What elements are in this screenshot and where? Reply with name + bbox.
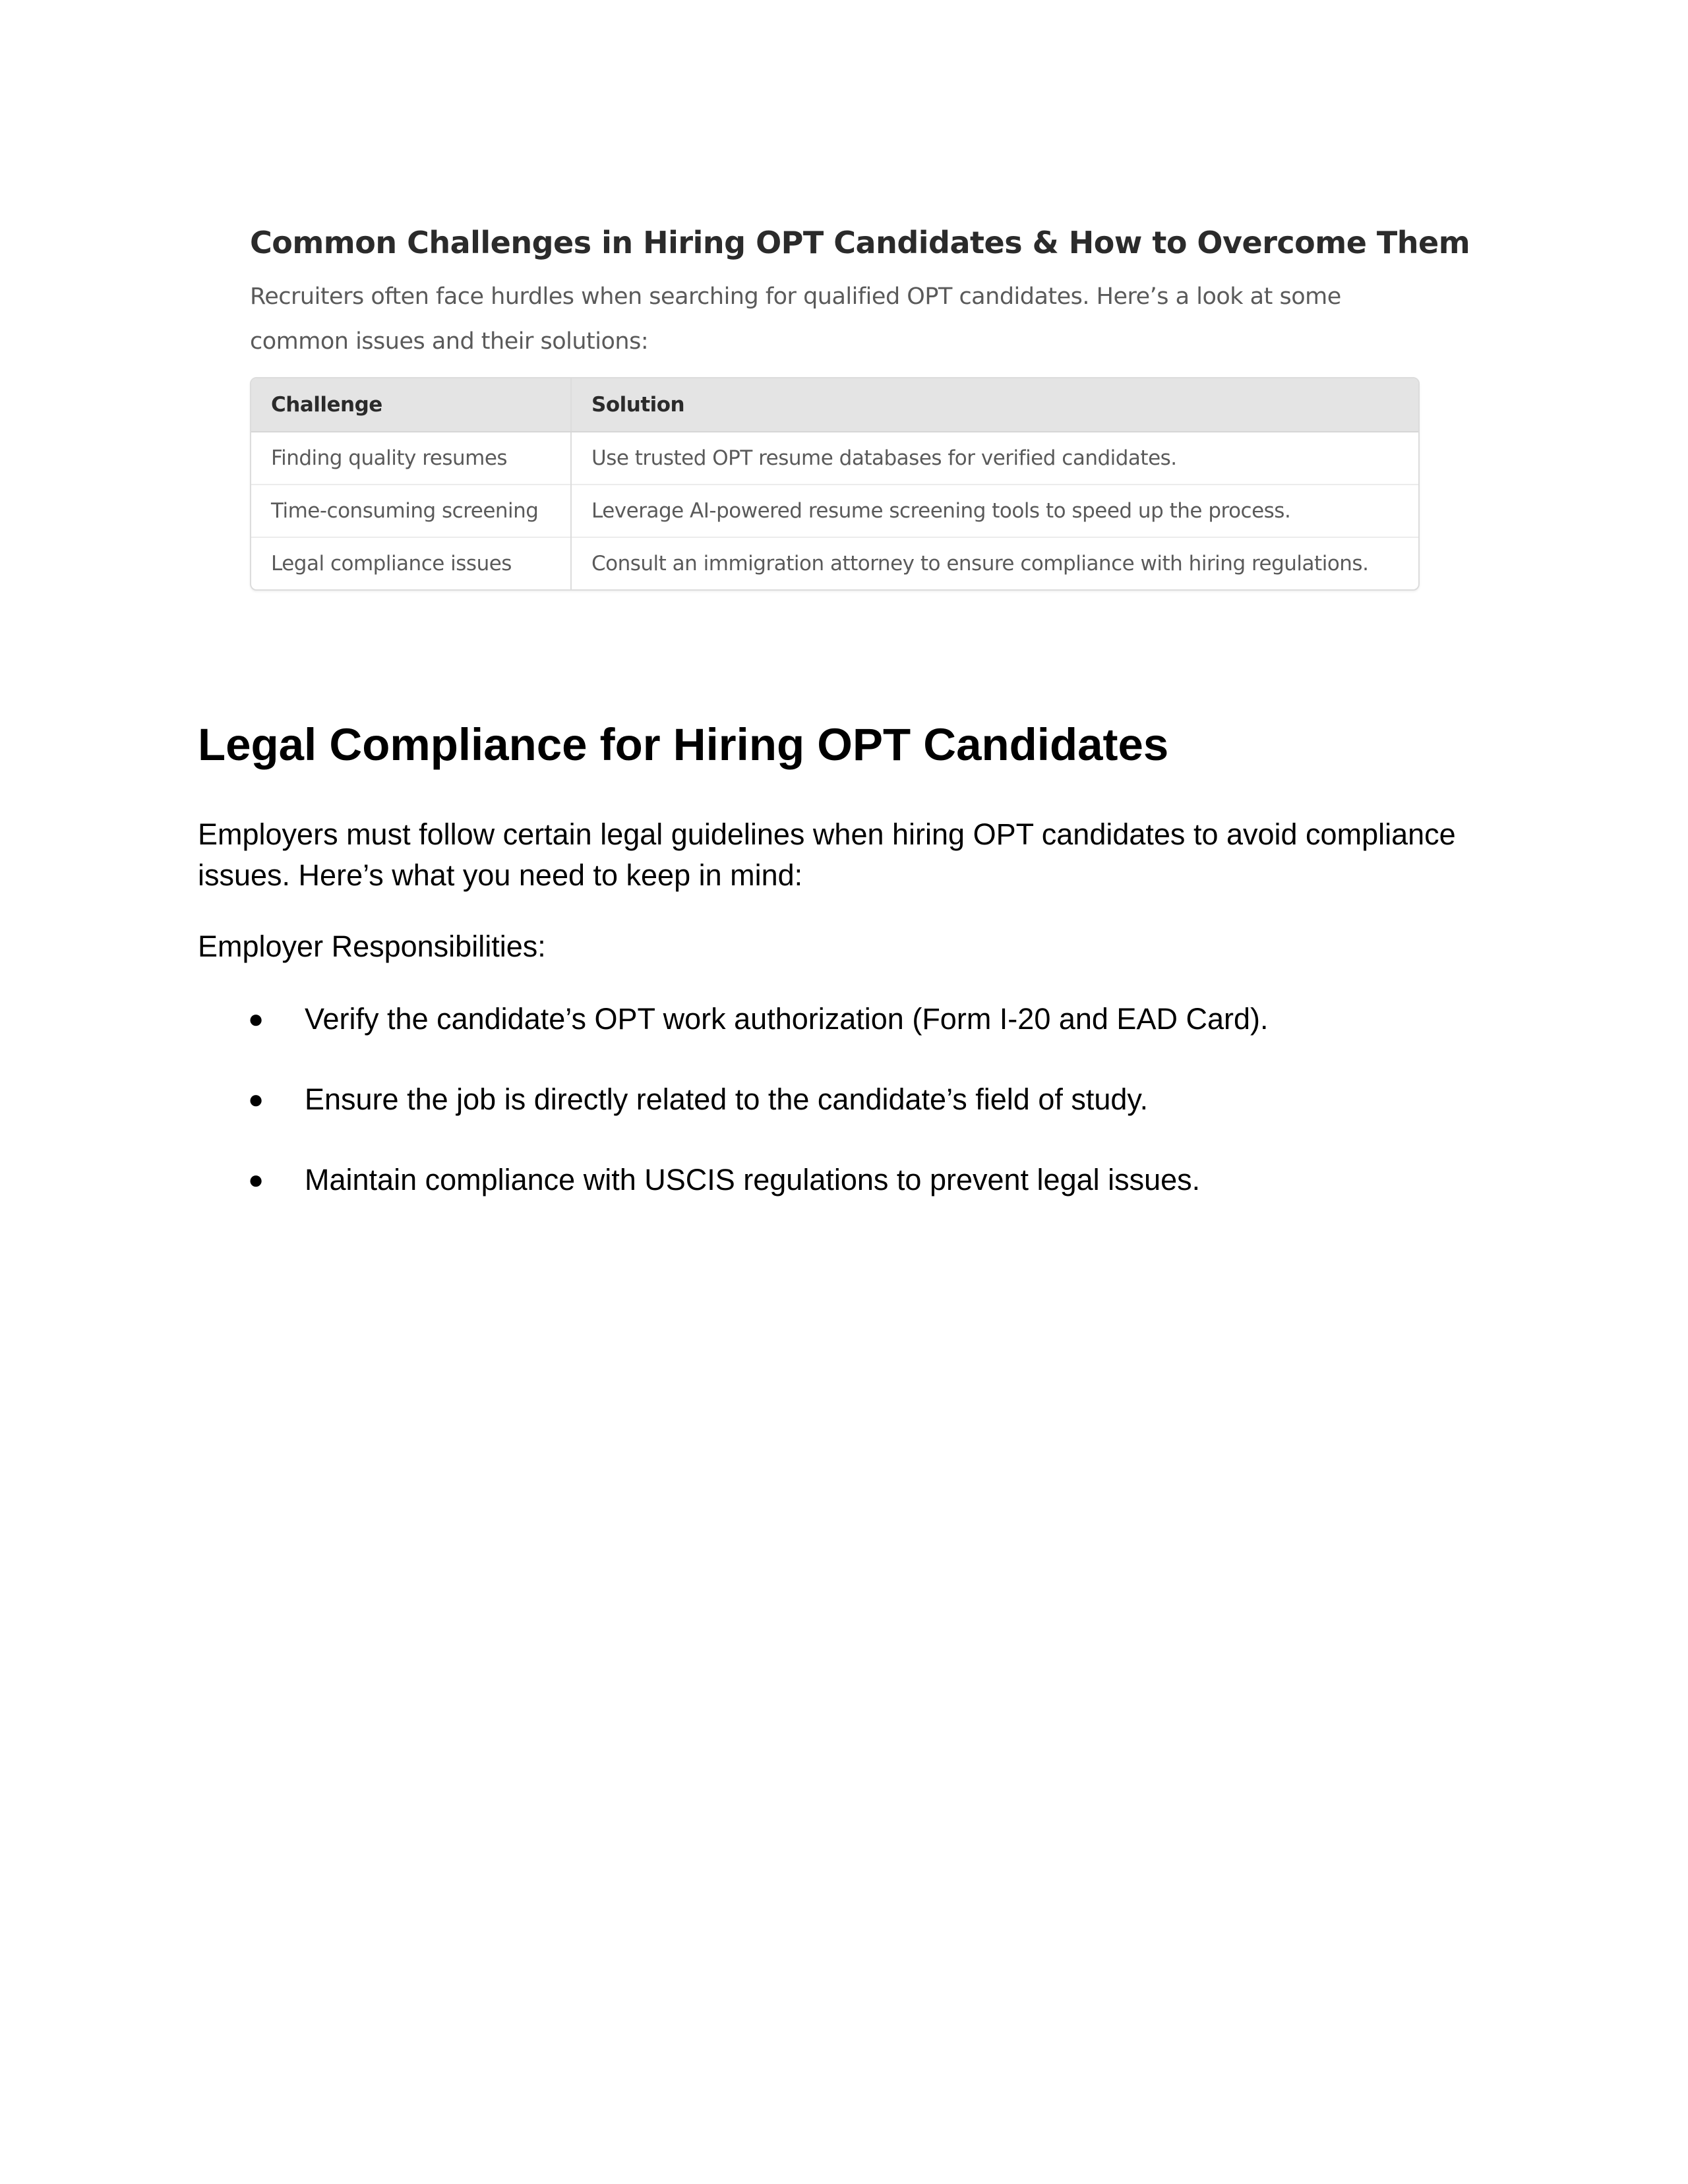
embedded-heading: Common Challenges in Hiring OPT Candidates & How to Overcome Them [250, 225, 1470, 260]
column-header-solution: Solution [571, 378, 1418, 432]
embedded-screenshot [250, 218, 1470, 591]
table-row [251, 537, 1418, 589]
table-row [251, 432, 1418, 485]
list-item-text: Ensure the job is directly related to the candidate’s field of study. [305, 1082, 1149, 1116]
bullet-icon: ● [248, 1166, 264, 1195]
solution-cell: Leverage AI-powered resume screening tools to speed up the process. [571, 485, 1418, 537]
section-paragraph: Employers must follow certain legal guidelines when hiring OPT candidates to avoid compliance issues. Here’s what you need to keep in mind: [198, 817, 1456, 892]
challenge-cell: Legal compliance issues [251, 537, 571, 589]
table-header-row [251, 378, 1418, 432]
challenges-table [250, 377, 1420, 591]
bullet-icon: ● [248, 1085, 264, 1114]
list-item-text: Maintain compliance with USCIS regulations to prevent legal issues. [305, 1163, 1201, 1196]
list-item-text: Verify the candidate’s OPT work authorization (Form I-20 and EAD Card). [305, 1002, 1269, 1036]
challenge-cell: Finding quality resumes [251, 432, 571, 485]
embedded-intro: Recruiters often face hurdles when searching for qualified OPT candidates. Here’s a look at some common issues and their solutions: [250, 283, 1341, 355]
responsibilities-subhead: Employer Responsibilities: [198, 930, 546, 963]
section-heading: Legal Compliance for Hiring OPT Candidates [198, 719, 1169, 770]
bullet-icon: ● [248, 1005, 264, 1034]
solution-cell: Consult an immigration attorney to ensure compliance with hiring regulations. [571, 537, 1418, 589]
challenge-cell: Time-consuming screening [251, 485, 571, 537]
solution-cell: Use trusted OPT resume databases for verified candidates. [571, 432, 1418, 485]
column-header-challenge: Challenge [251, 378, 571, 432]
table-row [251, 485, 1418, 537]
